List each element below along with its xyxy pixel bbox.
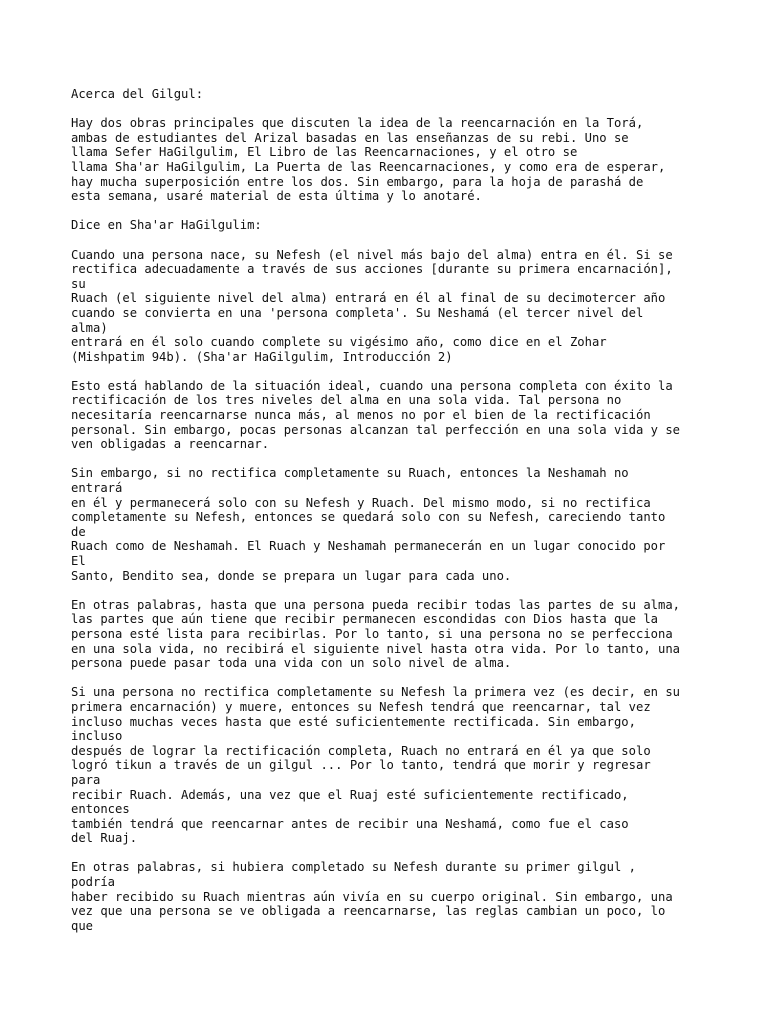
text-line: entonces bbox=[71, 802, 130, 817]
text-line: hay mucha superposición entre los dos. Sin embargo, para la hoja de parashá de bbox=[71, 174, 644, 189]
text-line: podría bbox=[71, 875, 116, 890]
text-line: rectifica adecuadamente a través de sus acciones [durante su primera encarnación], bbox=[71, 262, 673, 277]
text-line: Cuando una persona nace, su Nefesh (el nivel más bajo del alma) entra en él. Si se bbox=[71, 247, 673, 262]
text-line: Ruach (el siguiente nivel del alma) entrará en él al final de su decimotercer año bbox=[71, 291, 666, 306]
text-line: personal. Sin embargo, pocas personas alcanzan tal perfección en una sola vida y se bbox=[71, 422, 681, 437]
text-line: En otras palabras, si hubiera completado su Nefesh durante su primer gilgul , bbox=[71, 860, 636, 875]
paragraph bbox=[71, 218, 761, 233]
text-line: Si una persona no rectifica completamente su Nefesh la primera vez (es decir, en su bbox=[71, 685, 681, 700]
text-line: esta semana, usaré material de esta última y lo anotaré. bbox=[71, 189, 482, 204]
text-line: persona puede pasar toda una vida con un solo nivel de alma. bbox=[71, 656, 512, 671]
paragraph bbox=[71, 116, 761, 204]
text-line: primera encarnación) y muere, entonces su Nefesh tendrá que reencarnar, tal vez bbox=[71, 699, 651, 714]
text-line: de bbox=[71, 524, 86, 539]
text-line: necesitaría reencarnarse nunca más, al menos no por el bien de la rectificación bbox=[71, 408, 651, 423]
text-line: para bbox=[71, 772, 101, 787]
text-line: en él y permanecerá solo con su Nefesh y Ruach. Del mismo modo, si no rectifica bbox=[71, 495, 651, 510]
text-line: incluso muchas veces hasta que esté suficientemente rectificada. Sin embargo, bbox=[71, 714, 636, 729]
paragraph bbox=[71, 466, 761, 583]
text-line: del Ruaj. bbox=[71, 831, 138, 846]
text-line: las partes que aún tiene que recibir permanecen escondidas con Dios hasta que la bbox=[71, 612, 658, 627]
text-line: (Mishpatim 94b). (Sha'ar HaGilgulim, Introducción 2) bbox=[71, 349, 453, 364]
text-line: rectificación de los tres niveles del alma en una sola vida. Tal persona no bbox=[71, 393, 622, 408]
text-line: Santo, Bendito sea, donde se prepara un lugar para cada uno. bbox=[71, 568, 512, 583]
text-line: entrará en él solo cuando complete su vigésimo año, como dice en el Zohar bbox=[71, 335, 607, 350]
text-line: su bbox=[71, 276, 86, 291]
text-line: Dice en Sha'ar HaGilgulim: bbox=[71, 218, 262, 233]
document-body bbox=[71, 116, 761, 933]
paragraph bbox=[71, 379, 761, 452]
text-line: completamente su Nefesh, entonces se quedará solo con su Nefesh, careciendo tanto bbox=[71, 510, 666, 525]
text-line: en una sola vida, no recibirá el siguiente nivel hasta otra vida. Por lo tanto, una bbox=[71, 641, 681, 656]
text-line: incluso bbox=[71, 729, 123, 744]
text-line: Esto está hablando de la situación ideal, cuando una persona completa con éxito la bbox=[71, 378, 673, 393]
text-line: Ruach como de Neshamah. El Ruach y Neshamah permanecerán en un lugar conocido por bbox=[71, 539, 666, 554]
text-line: alma) bbox=[71, 320, 108, 335]
paragraph bbox=[71, 248, 761, 365]
text-line: también tendrá que reencarnar antes de recibir una Neshamá, como fue el caso bbox=[71, 816, 629, 831]
text-line: entrará bbox=[71, 481, 123, 496]
text-line: vez que una persona se ve obligada a reencarnarse, las reglas cambian un poco, lo bbox=[71, 904, 666, 919]
text-line: llama Sefer HaGilgulim, El Libro de las Reencarnaciones, y el otro se bbox=[71, 145, 578, 160]
text-line: después de lograr la rectificación completa, Ruach no entrará en él ya que solo bbox=[71, 743, 651, 758]
text-line: llama Sha'ar HaGilgulim, La Puerta de las Reencarnaciones, y como era de esperar, bbox=[71, 159, 666, 174]
paragraph bbox=[71, 860, 761, 933]
text-line: Sin embargo, si no rectifica completamente su Ruach, entonces la Neshamah no bbox=[71, 466, 629, 481]
text-line: El bbox=[71, 554, 86, 568]
text-line: logró tikun a través de un gilgul ... Por lo tanto, tendrá que morir y regresar bbox=[71, 758, 651, 773]
text-line: ambas de estudiantes del Arizal basadas en las enseñanzas de su rebi. Uno se bbox=[71, 130, 629, 145]
paragraph bbox=[71, 598, 761, 671]
paragraph bbox=[71, 685, 761, 846]
document-page bbox=[71, 87, 761, 948]
text-line: En otras palabras, hasta que una persona pueda recibir todas las partes de su alma, bbox=[71, 597, 681, 612]
document-title bbox=[71, 87, 761, 102]
text-line: Hay dos obras principales que discuten la idea de la reencarnación en la Torá, bbox=[71, 116, 644, 131]
text-line: persona esté lista para recibirlas. Por lo tanto, si una persona no se perfecciona bbox=[71, 626, 673, 641]
text-line: cuando se convierta en una 'persona completa'. Su Neshamá (el tercer nivel del bbox=[71, 305, 644, 320]
text-line: que bbox=[71, 918, 94, 933]
text-line: haber recibido su Ruach mientras aún vivía en su cuerpo original. Sin embargo, una bbox=[71, 889, 673, 904]
text-line: ven obligadas a reencarnar. bbox=[71, 437, 270, 452]
text-line: recibir Ruach. Además, una vez que el Ruaj esté suficientemente rectificado, bbox=[71, 787, 629, 802]
title-line: Acerca del Gilgul: bbox=[71, 87, 204, 101]
